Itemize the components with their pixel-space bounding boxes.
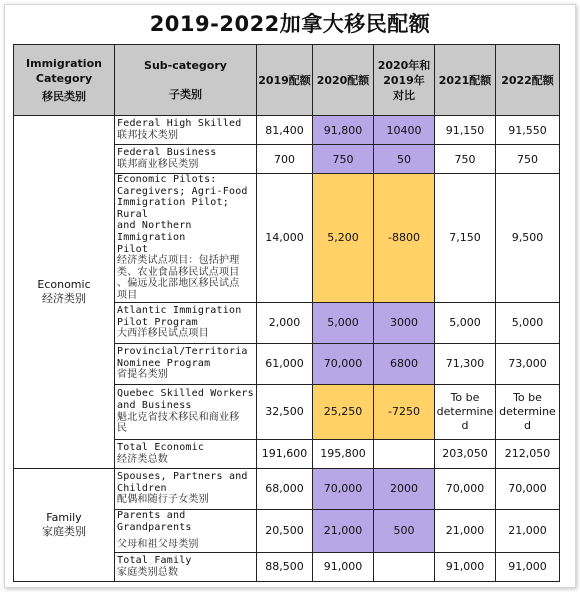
header-subcategory: Sub-category 子类别 [115,45,257,116]
category-economic: Economic 经济类别 [14,116,115,469]
header-2022: 2022配额 [496,45,560,116]
value-2022: To be determine d [496,384,560,439]
value-2019: 2,000 [257,302,313,343]
subcategory-cell: Total Family 家庭类别总数 [115,552,257,581]
value-2021: 750 [435,145,496,174]
value-2020: 21,000 [313,509,374,552]
subcategory-cell: Federal High Skilled 联邦技术类别 [115,116,257,145]
value-2022: 70,000 [496,468,560,509]
value-2020: 5,200 [313,174,374,303]
value-2022: 9,500 [496,174,560,303]
subcategory-cell: Atlantic Immigration Pilot Program 大西洋移民试点项目 [115,302,257,343]
value-2019: 32,500 [257,384,313,439]
subcategory-cell: Parents and Grandparents 父母和祖父母类别 [115,509,257,552]
subcategory-cell: Economic Pilots: Caregivers; Agri-Food Immigration Pilot; Rural and Northern Immigration Pilot 经济类试点项目：包括护理 类、农业食品移民试点项目 、偏远及北部地区移民试点 项目 [115,174,257,303]
value-2019: 14,000 [257,174,313,303]
value-2021: 5,000 [435,302,496,343]
quota-table [13,44,560,582]
value-2019: 88,500 [257,552,313,581]
value-diff: 50 [374,145,435,174]
value-2022: 212,050 [496,439,560,468]
value-2021: 21,000 [435,509,496,552]
value-diff: -7250 [374,384,435,439]
value-diff: 6800 [374,343,435,384]
value-2021: To be determine d [435,384,496,439]
value-2019: 700 [257,145,313,174]
value-diff: 3000 [374,302,435,343]
header-category: Immigration Category 移民类别 [14,45,115,116]
value-2020: 91,800 [313,116,374,145]
value-2020: 91,000 [313,552,374,581]
value-2019: 61,000 [257,343,313,384]
header-compare: 2020年和 2019年 对比 [374,45,435,116]
value-2020: 70,000 [313,343,374,384]
category-family: Family 家庭类别 [14,468,115,581]
table-row [14,116,560,145]
value-2022: 91,000 [496,552,560,581]
table-row [14,468,560,509]
value-diff: -8800 [374,174,435,303]
value-2021: 91,000 [435,552,496,581]
value-diff: 10400 [374,116,435,145]
header-2019: 2019配额 [257,45,313,116]
value-2019: 81,400 [257,116,313,145]
subcategory-cell: Federal Business 联邦商业移民类别 [115,145,257,174]
value-2019: 20,500 [257,509,313,552]
value-2019: 191,600 [257,439,313,468]
value-2021: 7,150 [435,174,496,303]
value-2020: 195,800 [313,439,374,468]
page-title: 2019-2022加拿大移民配额 [149,12,431,36]
value-2021: 203,050 [435,439,496,468]
value-2020: 25,250 [313,384,374,439]
value-2021: 71,300 [435,343,496,384]
value-diff [374,439,435,468]
subcategory-cell: Quebec Skilled Workers and Business 魁北克省技术移民和商业移 民 [115,384,257,439]
subcategory-cell: Total Economic 经济类总数 [115,439,257,468]
subcategory-cell: Provincial/Territoria Nominee Program 省提名类别 [115,343,257,384]
value-2021: 91,150 [435,116,496,145]
value-2022: 5,000 [496,302,560,343]
value-diff [374,552,435,581]
value-2020: 5,000 [313,302,374,343]
header-2021: 2021配额 [435,45,496,116]
value-2021: 70,000 [435,468,496,509]
value-2020: 750 [313,145,374,174]
value-2020: 70,000 [313,468,374,509]
value-2019: 68,000 [257,468,313,509]
subcategory-cell: Spouses, Partners and Children 配偶和随行子女类别 [115,468,257,509]
header-2020: 2020配额 [313,45,374,116]
value-2022: 73,000 [496,343,560,384]
value-2022: 21,000 [496,509,560,552]
value-2022: 91,550 [496,116,560,145]
value-2022: 750 [496,145,560,174]
value-diff: 500 [374,509,435,552]
value-diff: 2000 [374,468,435,509]
